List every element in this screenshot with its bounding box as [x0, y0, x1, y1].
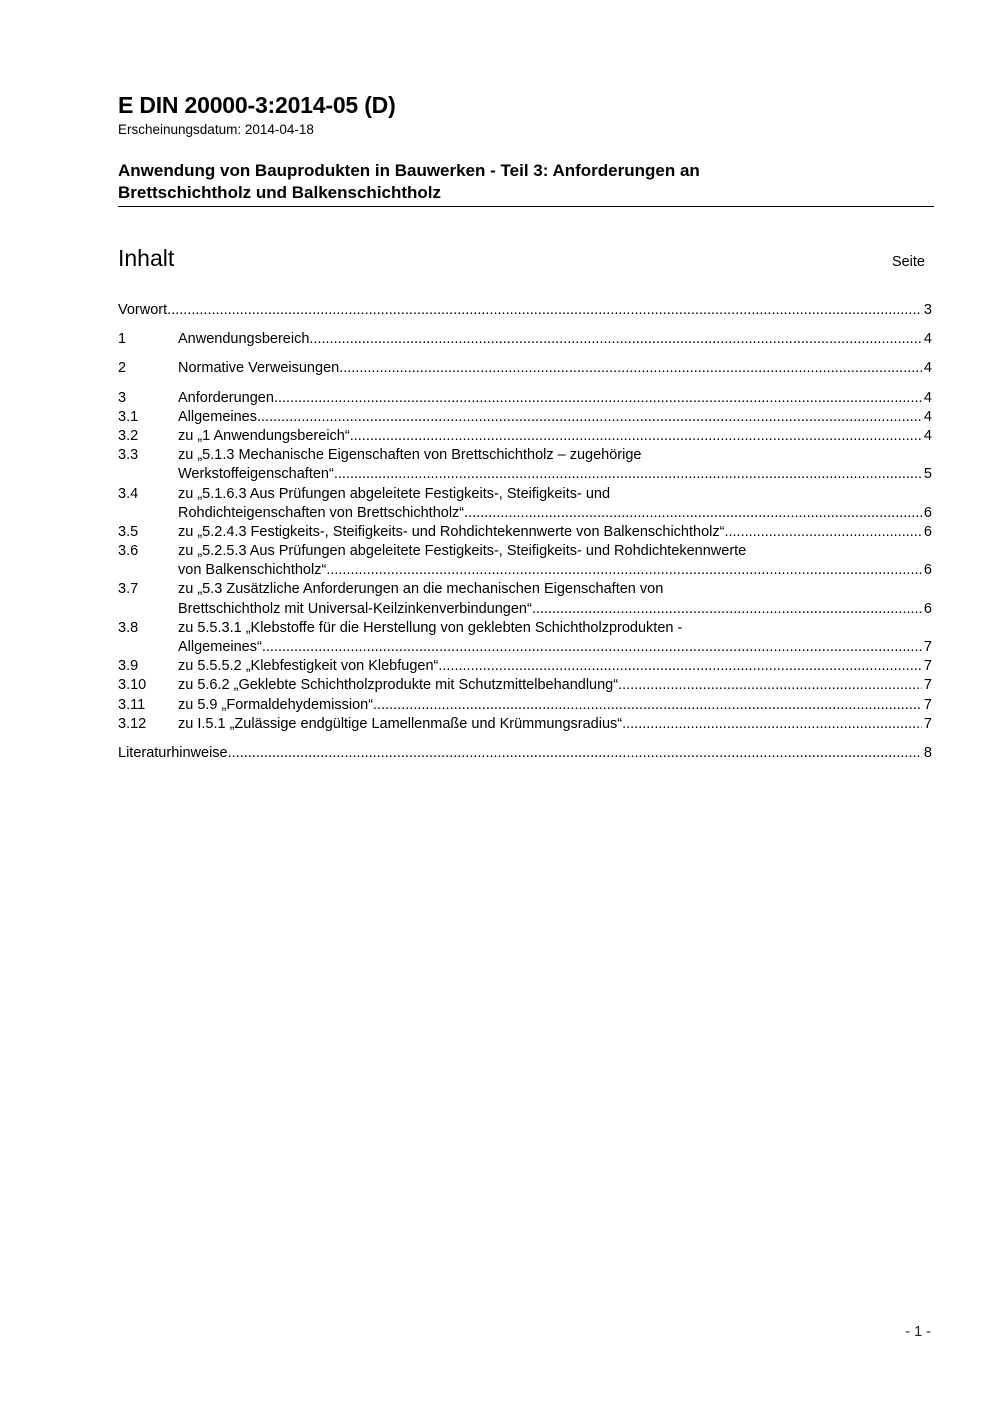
toc-entry-title: Werkstoffeigenschaften“ — [178, 466, 334, 483]
toc-entry-line — [118, 408, 932, 427]
toc-entry-page: 7 — [923, 658, 932, 675]
toc-entry-number: 3.3 — [118, 447, 139, 464]
toc-entry-page: 3 — [923, 302, 932, 318]
toc-dot-leader — [532, 600, 922, 619]
toc-entry[interactable] — [118, 580, 932, 618]
document-title-line-1: Anwendung von Bauprodukten in Bauwerken - Teil 3: Anforderungen an — [118, 161, 700, 180]
toc-entry[interactable] — [118, 744, 932, 763]
publication-date: Erscheinungsdatum: 2014-04-18 — [118, 122, 314, 137]
toc-entry-title: Allgemeines — [178, 408, 257, 425]
toc-entry-number: 3 — [118, 389, 127, 406]
toc-entry-title: zu „5.2.4.3 Festigkeits-, Steifigkeits- und Rohdichtekennwerte von Balkenschichtholz“ — [178, 523, 725, 540]
toc-dot-leader — [373, 696, 922, 715]
toc-entry-page: 4 — [923, 427, 932, 444]
toc-entry-title: zu 5.6.2 „Geklebte Schichtholzprodukte mit Schutzmittelbehandlung“ — [178, 677, 619, 694]
toc-entry[interactable] — [118, 446, 932, 484]
toc-entry[interactable] — [118, 523, 932, 542]
toc-entry-line — [118, 301, 932, 320]
table-of-contents — [118, 301, 932, 763]
toc-entry-page: 4 — [923, 389, 932, 406]
toc-dot-leader — [622, 715, 922, 734]
toc-entry-title: zu „5.2.5.3 Aus Prüfungen abgeleitete Festigkeits-, Steifigkeits- und Rohdichtekennwerte — [178, 543, 747, 560]
toc-entry[interactable] — [118, 359, 932, 378]
toc-dot-leader — [257, 408, 922, 427]
toc-entry-line — [118, 561, 932, 580]
toc-dot-leader — [167, 301, 922, 320]
document-title — [118, 160, 898, 204]
toc-entry-title: Vorwort — [118, 302, 168, 318]
toc-entry-number: 3.7 — [118, 581, 139, 598]
toc-entry-line — [118, 389, 932, 408]
toc-entry-number: 3.8 — [118, 619, 139, 636]
title-divider — [118, 206, 934, 207]
toc-entry-page: 4 — [923, 331, 932, 348]
toc-entry-page: 6 — [923, 504, 932, 521]
toc-heading: Inhalt — [118, 245, 175, 271]
toc-entry-title: zu I.5.1 „Zulässige endgültige Lamellenmaße und Krümmungsradius“ — [178, 715, 623, 732]
toc-entry-number: 3.9 — [118, 658, 139, 675]
toc-dot-leader — [326, 561, 922, 580]
toc-dot-leader — [262, 638, 922, 657]
toc-entry-line — [118, 600, 932, 619]
toc-entry-line — [118, 580, 932, 599]
toc-entry-page: 6 — [923, 523, 932, 540]
toc-entry-number: 3.4 — [118, 485, 139, 502]
toc-entry-line — [118, 446, 932, 465]
toc-entry-page: 7 — [923, 677, 932, 694]
toc-entry[interactable] — [118, 657, 932, 676]
toc-entry-number: 2 — [118, 360, 127, 377]
toc-dot-leader — [464, 504, 922, 523]
toc-entry-number: 3.10 — [118, 677, 147, 694]
toc-entry-page: 7 — [923, 639, 932, 655]
toc-entry[interactable] — [118, 485, 932, 523]
toc-entry[interactable] — [118, 389, 932, 408]
toc-entry-title: Anforderungen — [178, 389, 274, 406]
toc-entry-number: 3.12 — [118, 715, 147, 732]
toc-entry-line — [118, 523, 932, 542]
toc-entry-line — [118, 427, 932, 446]
toc-entry[interactable] — [118, 619, 932, 657]
toc-entry-page: 4 — [923, 408, 932, 425]
toc-entry[interactable] — [118, 715, 932, 734]
toc-entry-line — [118, 744, 932, 763]
document-id: E DIN 20000-3:2014-05 (D) — [118, 92, 396, 118]
toc-entry-line — [118, 330, 932, 349]
toc-entry-number: 3.1 — [118, 408, 139, 425]
toc-entry-page: 8 — [923, 744, 932, 761]
toc-entry-title: Normative Verweisungen — [178, 360, 340, 377]
document-title-line-2: Brettschichtholz und Balkenschichtholz — [118, 183, 442, 202]
toc-entry-title: Brettschichtholz mit Universal-Keilzinkenverbindungen“ — [178, 600, 532, 617]
toc-dot-leader — [274, 389, 922, 408]
toc-entry-line — [118, 465, 932, 484]
toc-dot-leader — [618, 676, 922, 695]
toc-entry-title: Anwendungsbereich — [178, 331, 310, 348]
toc-entry-line — [118, 715, 932, 734]
toc-entry-number: 3.11 — [118, 696, 146, 713]
toc-entry-number: 1 — [118, 331, 127, 348]
toc-entry[interactable] — [118, 427, 932, 446]
toc-entry-title: zu „5.1.6.3 Aus Prüfungen abgeleitete Festigkeits-, Steifigkeits- und — [178, 485, 611, 502]
toc-entry-title: zu „5.1.3 Mechanische Eigenschaften von Brettschichtholz – zugehörige — [178, 447, 642, 464]
toc-entry[interactable] — [118, 542, 932, 580]
toc-entry[interactable] — [118, 301, 932, 320]
toc-entry-line — [118, 657, 932, 676]
toc-entry-page: 6 — [923, 600, 932, 617]
toc-entry-line — [118, 504, 932, 523]
toc-entry-number: 3.2 — [118, 427, 139, 444]
toc-entry-title: zu 5.9 „Formaldehydemission“ — [178, 696, 374, 713]
page-number: - 1 - — [905, 1324, 931, 1340]
toc-page-column-label: Seite — [891, 254, 925, 270]
toc-entry-title: zu 5.5.3.1 „Klebstoffe für die Herstellung von geklebten Schichtholzprodukten - — [178, 619, 683, 636]
toc-entry-title: Rohdichteigenschaften von Brettschichtholz“ — [178, 504, 465, 521]
toc-dot-leader — [228, 744, 922, 763]
toc-dot-leader — [339, 359, 922, 378]
toc-entry[interactable] — [118, 676, 932, 695]
toc-entry-line — [118, 696, 932, 715]
toc-entry-title: Literaturhinweise — [118, 744, 228, 761]
toc-entry-title: zu „1 Anwendungsbereich“ — [178, 427, 350, 444]
toc-entry-title: zu 5.5.5.2 „Klebfestigkeit von Klebfugen“ — [178, 658, 439, 675]
toc-entry-page: 7 — [923, 715, 932, 732]
toc-dot-leader — [724, 523, 921, 542]
toc-entry-title: Allgemeines“ — [178, 639, 262, 655]
toc-entry[interactable] — [118, 408, 932, 427]
toc-entry-page: 4 — [923, 360, 932, 377]
toc-entry-line — [118, 619, 932, 638]
toc-entry-number: 3.6 — [118, 543, 139, 560]
toc-entry[interactable] — [118, 696, 932, 715]
toc-entry-title: zu „5.3 Zusätzliche Anforderungen an die mechanischen Eigenschaften von — [178, 581, 664, 598]
toc-entry[interactable] — [118, 330, 932, 349]
toc-entry-line — [118, 485, 932, 504]
toc-dot-leader — [438, 657, 922, 676]
toc-entry-line — [118, 359, 932, 378]
toc-entry-page: 5 — [923, 466, 932, 483]
toc-dot-leader — [309, 330, 922, 349]
toc-entry-line — [118, 638, 932, 657]
toc-entry-title: von Balkenschichtholz“ — [178, 562, 327, 579]
toc-entry-line — [118, 676, 932, 695]
toc-entry-line — [118, 542, 932, 561]
toc-dot-leader — [334, 465, 922, 484]
toc-entry-number: 3.5 — [118, 523, 139, 540]
toc-entry-page: 6 — [923, 562, 932, 579]
toc-dot-leader — [350, 427, 922, 446]
toc-entry-page: 7 — [923, 696, 932, 713]
